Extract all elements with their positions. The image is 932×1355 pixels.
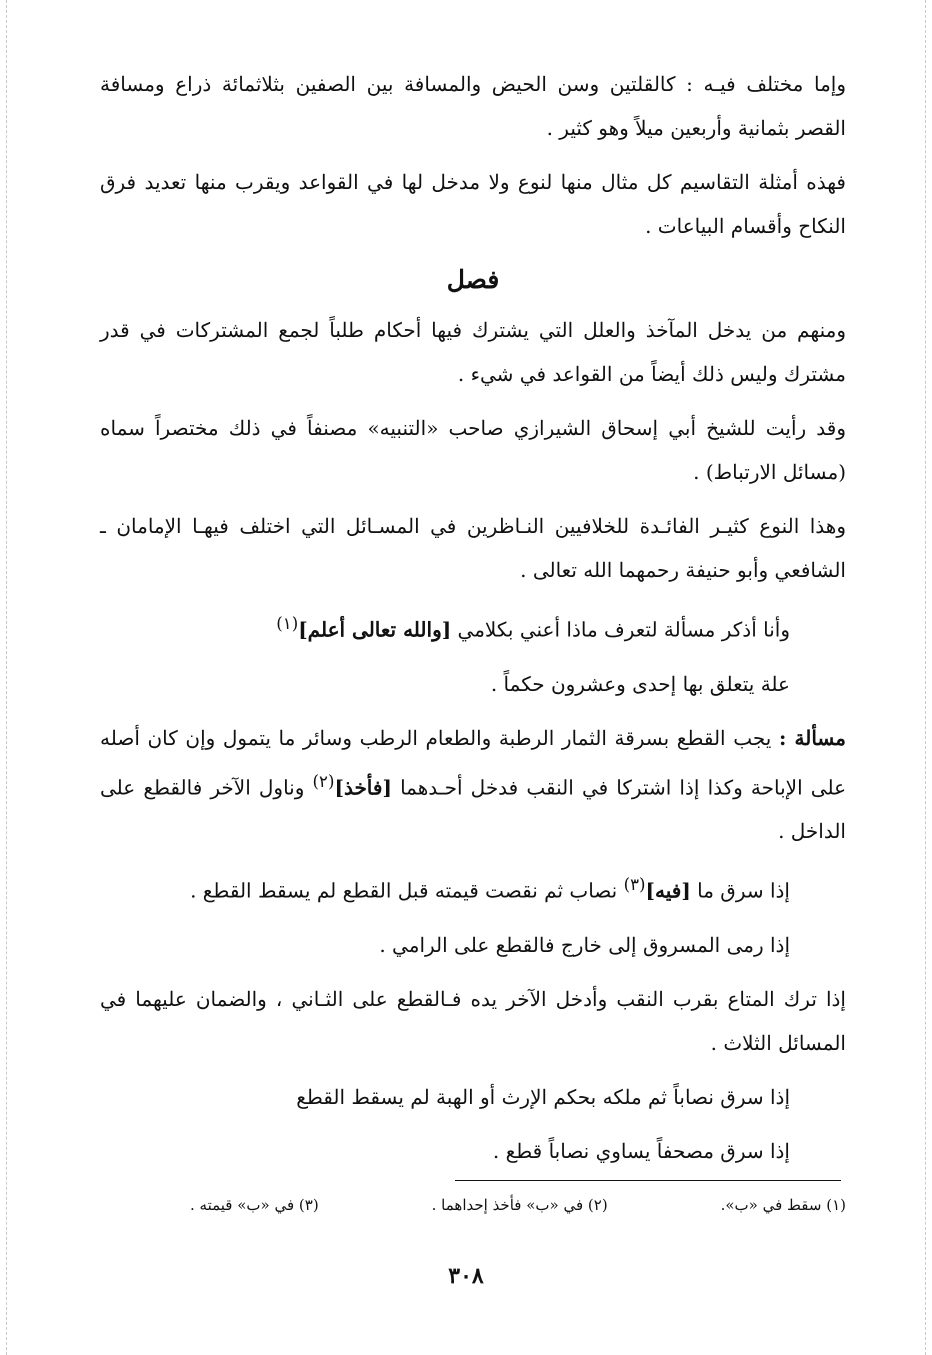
footnote-2: (٢) في «ب» فأخذ إحداهما .	[431, 1196, 608, 1214]
masala-label: مسألة :	[778, 725, 846, 750]
mention-text: وأنا أذكر مسألة لتعرف ماذا أعني بكلامي	[451, 617, 790, 642]
scan-edge-left	[6, 0, 7, 1355]
mention-bold: [والله تعالى أعلم]	[298, 617, 452, 642]
page-body	[100, 62, 846, 1183]
scan-edge-right	[925, 0, 926, 1355]
paragraph-rule-4: إذا سرق نصاباً ثم ملكه بحكم الإرث أو الهبة لم يسقط القطع	[296, 1084, 790, 1109]
footnote-marker-2: (٢)	[312, 771, 335, 791]
paragraph-examples: فهذه أمثلة التقاسيم كل مثال منها لنوع ولا مدخل لها في القواعد ويقرب منها تعديد فرق النكاح وأقسام البياعات .	[100, 170, 846, 238]
section-title: فصل	[446, 265, 500, 294]
footnote-marker-1: (١)	[276, 614, 299, 633]
masala-text-1: يجب القطع بسرقة الثمار الرطبة والطعام الرطب وسائر ما يتمول وإن كان أصله على الإباحة وكذا إذا اشتركا في النقب فدخل أحـدهما	[100, 725, 846, 800]
paragraph-mention	[100, 602, 846, 652]
paragraph-rule-5: إذا سرق مصحفاً يساوي نصاباً قطع .	[492, 1138, 790, 1163]
paragraph-rule-2: إذا رمى المسروق إلى خارج فالقطع على الرامي .	[379, 932, 790, 957]
paragraph-illa: علة يتعلق بها إحدى وعشرون حكماً .	[490, 671, 790, 696]
footnotes	[190, 1193, 846, 1217]
paragraph-benefit: وهذا النوع كثيـر الفائـدة للخلافيين النـاظرين في المسـائل التي اختلف فيهـا الإمامان ـ الشافعي وأبو حنيفة رحمهما الله تعالى .	[100, 514, 846, 582]
paragraph-shared-causes: ومنهم من يدخل المآخذ والعلل التي يشترك فيها أحكام طلباً لجمع المشتركات في قدر مشترك وليس ذلك أيضاً من القواعد في شيء .	[100, 318, 846, 386]
rule1-text-before: إذا سرق ما	[690, 878, 790, 903]
rule1-text-after: نصاب ثم نقصت قيمته قبل القطع لم يسقط القطع .	[190, 878, 624, 903]
paragraph-disputed: وإما مختلف فيـه : كالقلتين وسن الحيض والمسافة بين الصفين بثلاثمائة ذراع ومسافة القصر بثمانية وأربعين ميلاً وهو كثير .	[100, 72, 846, 140]
footnote-marker-3: (٣)	[623, 875, 646, 895]
rule1-bold: [فيه]	[645, 878, 691, 903]
footnote-1: (١) سقط في «ب».	[720, 1196, 846, 1214]
masala-text-2: وناول الآخر فالقطع على الداخل .	[100, 775, 846, 844]
page-number: ٣٠٨	[448, 1263, 484, 1289]
footnote-divider	[455, 1180, 841, 1181]
footnote-3: (٣) في «ب» قيمته .	[190, 1196, 319, 1214]
paragraph-shirazi: وقد رأيت للشيخ أبي إسحاق الشيرازي صاحب «التنبيه» مصنفاً في ذلك مختصراً سماه (مسائل الارتباط) .	[100, 416, 846, 484]
paragraph-masala	[100, 716, 846, 854]
paragraph-rule-1	[100, 863, 846, 913]
paragraph-rule-3: إذا ترك المتاع بقرب النقب وأدخل الآخر يده فـالقطع على الثـاني ، والضمان عليهما في المسائل الثلاث .	[100, 986, 846, 1055]
masala-bold: [فأخذ]	[334, 775, 392, 800]
